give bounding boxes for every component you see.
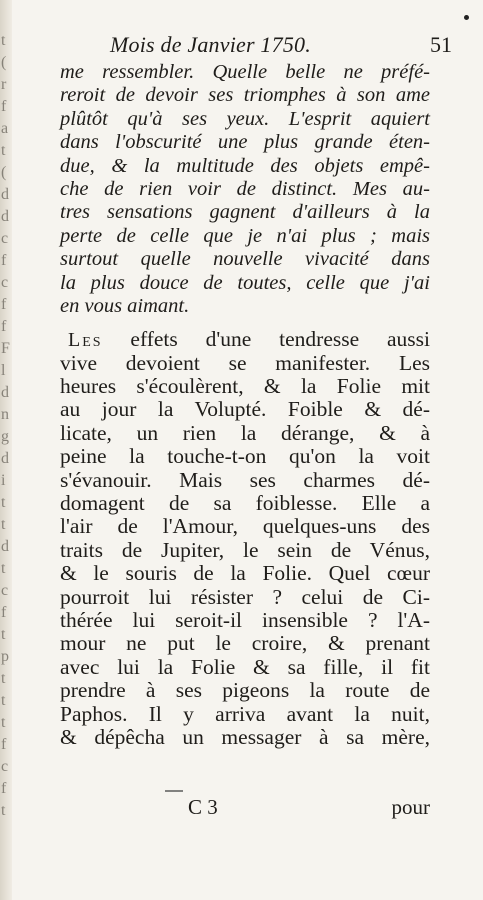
text-line: en vous aimant. xyxy=(60,294,190,317)
text-line: la plus douce de toutes, celle que j'ai xyxy=(60,271,430,294)
text-line: avec lui la Folie & sa fille, il fit xyxy=(60,654,430,679)
page-number: 51 xyxy=(430,32,452,57)
text-line: prendre à ses pigeons la route de xyxy=(60,678,430,703)
text-line: & le souris de la Folie. Quel cœur xyxy=(60,561,430,586)
text-line: surtout quelle nouvelle vivacité dans xyxy=(60,248,430,271)
text-line: traits de Jupiter, le sein de Vénus, xyxy=(60,537,430,562)
text-line: domagent de sa foiblesse. Elle a xyxy=(60,491,430,516)
body-text xyxy=(60,61,430,749)
paragraph-opening-line xyxy=(60,328,430,351)
lead-word: Les xyxy=(68,329,103,352)
text-line: plûtôt qu'à ses yeux. L'esprit aquiert xyxy=(60,107,430,130)
page-footer xyxy=(60,792,430,822)
text-line: s'évanouir. Mais ses charmes dé- xyxy=(60,467,430,492)
text-line: mour ne put le croire, & prenant xyxy=(60,631,430,656)
text-line: due, & la multitude des objets empê- xyxy=(60,154,430,177)
facing-page-bleed-text: t ( r f a t ( d d c f c f f F l d n g d i t t d t c f t p t t t f c f t xyxy=(1,32,10,819)
opening-rest: effets d'une tendresse aussi xyxy=(102,327,430,352)
text-line: licate, un rien la dérange, & à xyxy=(60,420,430,445)
running-head xyxy=(60,30,452,60)
text-line: au jour la Volupté. Foible & dé- xyxy=(60,397,430,422)
text-line: pourroit lui résister ? celui de Ci- xyxy=(60,584,430,609)
text-line: peine la touche-t-on qu'on la voit xyxy=(60,444,430,469)
ink-dot xyxy=(464,15,469,20)
catchword: pour xyxy=(391,795,430,819)
text-line: tres sensations gagnent d'ailleurs à la xyxy=(60,201,430,224)
text-line: che de rien voir de distinct. Mes au- xyxy=(60,177,430,200)
text-line: & dépêcha un messager à sa mère, xyxy=(60,724,430,749)
text-line: perte de celle que je n'ai plus ; mais xyxy=(60,224,430,247)
text-line: vive devoient se manifester. Les xyxy=(60,350,430,375)
text-line: l'air de l'Amour, quelques-uns des xyxy=(60,514,430,539)
text-line: dans l'obscurité une plus grande éten- xyxy=(60,131,430,154)
text-line: reroit de devoir ses triomphes à son ame xyxy=(60,84,430,107)
text-line: thérée lui seroit-il insensible ? l'A- xyxy=(60,607,430,632)
text-line: Paphos. Il y arriva avant la nuit, xyxy=(60,701,430,726)
signature-mark: C 3 xyxy=(188,795,218,819)
running-title: Mois de Janvier 1750. xyxy=(110,32,311,57)
text-line: me ressembler. Quelle belle ne préfé- xyxy=(60,61,430,83)
text-line: heures s'écoulèrent, & la Folie mit xyxy=(60,374,430,399)
